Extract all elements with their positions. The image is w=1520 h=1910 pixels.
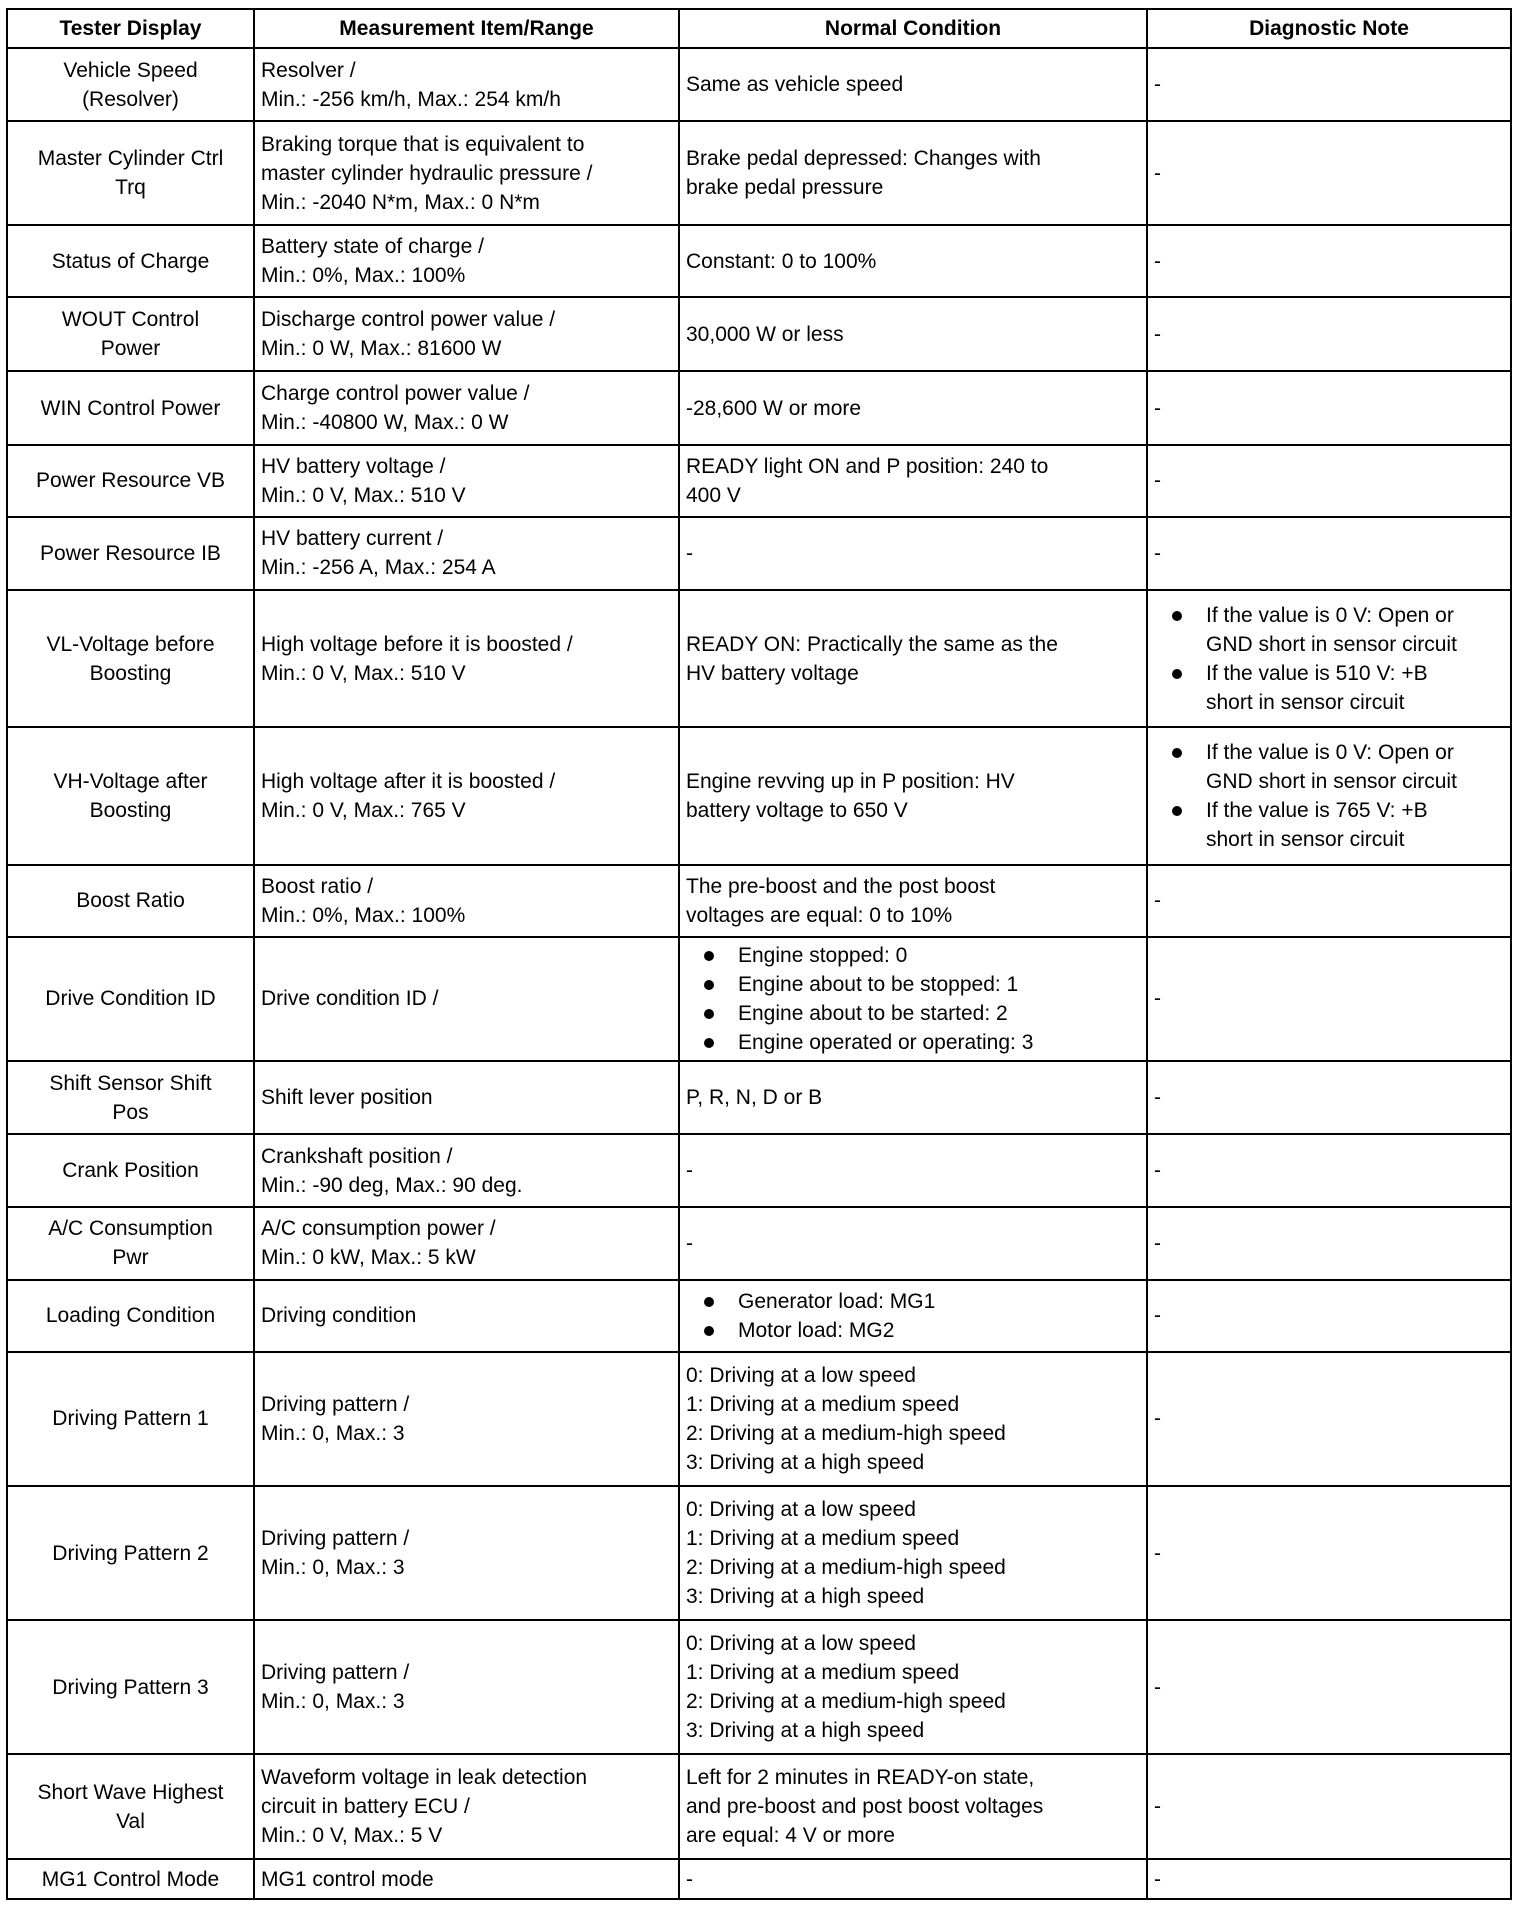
cell-line: Crankshaft position / — [261, 1144, 453, 1168]
table-row — [7, 865, 1511, 937]
bullet-item — [686, 1028, 1140, 1057]
tester-display-cell — [7, 1207, 254, 1279]
bullet-item-line: Engine about to be started: 2 — [738, 1001, 1008, 1025]
cell-line: and pre-boost and post boost voltages — [686, 1795, 1044, 1819]
cell-line: Driving Pattern 2 — [52, 1541, 209, 1565]
bullet-item — [1154, 738, 1504, 796]
bullet-item — [1154, 601, 1504, 659]
normal-condition-cell — [679, 297, 1147, 371]
cell-line: Min.: 0 V, Max.: 5 V — [261, 1824, 443, 1848]
normal-condition-cell — [679, 371, 1147, 444]
normal-condition-cell — [679, 1061, 1147, 1134]
measurement-range-cell — [254, 590, 679, 727]
cell-line: MG1 control mode — [261, 1867, 434, 1891]
cell-line: Battery state of charge / — [261, 235, 484, 259]
cell-line: Charge control power value / — [261, 382, 530, 405]
tester-display-cell — [7, 445, 254, 517]
cell-line: - — [1154, 322, 1161, 346]
table-row — [7, 1280, 1511, 1352]
bullet-item-line: Engine operated or operating: 3 — [738, 1030, 1034, 1054]
bullet-item-line: Engine stopped: 0 — [738, 943, 908, 967]
cell-line: Boosting — [89, 798, 172, 822]
normal-condition-cell — [679, 865, 1147, 937]
cell-line: - — [1154, 1407, 1161, 1431]
diagnostic-note-cell — [1147, 1486, 1511, 1620]
cell-line: - — [1154, 73, 1161, 97]
diagnostic-note-cell — [1147, 865, 1511, 937]
diagnostic-note-cell — [1147, 445, 1511, 517]
cell-line: Min.: -2040 N*m, Max.: 0 N*m — [261, 190, 540, 214]
cell-line: - — [1154, 1867, 1161, 1891]
diagnostic-note-cell — [1147, 1859, 1511, 1899]
cell-line: - — [1154, 1675, 1161, 1699]
table-header-row — [7, 9, 1511, 48]
cell-line: Min.: 0 V, Max.: 510 V — [261, 661, 466, 685]
header-normal-condition: Normal Condition — [679, 9, 1147, 48]
cell-line: 2: Driving at a medium-high speed — [686, 1690, 1006, 1714]
cell-line: Resolver / — [261, 58, 356, 82]
bullet-list — [686, 941, 1140, 1057]
header-diagnostic-note: Diagnostic Note — [1147, 9, 1511, 48]
cell-line: 1: Driving at a medium speed — [686, 1527, 960, 1551]
cell-line: The pre-boost and the post boost — [686, 874, 996, 898]
tester-display-cell — [7, 1061, 254, 1134]
bullet-item-line: If the value is 0 V: Open or — [1206, 740, 1454, 764]
normal-condition-cell — [679, 225, 1147, 297]
bullet-item-line: short in sensor circuit — [1206, 827, 1405, 851]
diagnostic-note-cell — [1147, 297, 1511, 371]
cell-line: 3: Driving at a high speed — [686, 1719, 925, 1743]
cell-line: Brake pedal depressed: Changes with — [686, 147, 1041, 171]
bullet-item — [1154, 659, 1504, 717]
measurement-range-cell — [254, 1486, 679, 1620]
table-row — [7, 1207, 1511, 1279]
cell-line: 0: Driving at a low speed — [686, 1498, 916, 1522]
table-row — [7, 1134, 1511, 1207]
measurement-range-cell — [254, 1859, 679, 1899]
bullet-list — [686, 1287, 1140, 1345]
normal-condition-cell — [679, 1352, 1147, 1486]
tester-display-cell — [7, 1280, 254, 1352]
tester-display-cell — [7, 225, 254, 297]
tester-display-cell — [7, 1620, 254, 1754]
cell-line: 1: Driving at a medium speed — [686, 1661, 960, 1685]
bullet-list — [1154, 601, 1504, 717]
cell-line: Driving Pattern 1 — [52, 1407, 209, 1431]
bullet-item — [686, 941, 1140, 970]
normal-condition-cell — [679, 1620, 1147, 1754]
measurement-range-cell — [254, 865, 679, 937]
table-row — [7, 1061, 1511, 1134]
bullet-item — [686, 999, 1140, 1028]
cell-line: HV battery voltage — [686, 661, 859, 685]
measurement-range-cell — [254, 48, 679, 121]
measurement-range-cell — [254, 371, 679, 444]
cell-line: Master Cylinder Ctrl — [37, 147, 224, 171]
bullet-item-line: Generator load: MG1 — [738, 1289, 936, 1313]
cell-line: Shift lever position — [261, 1086, 433, 1109]
bullet-item-line: If the value is 765 V: +B — [1206, 798, 1428, 822]
measurement-range-cell — [254, 225, 679, 297]
cell-line: 3: Driving at a high speed — [686, 1585, 925, 1609]
diagnostic-note-cell — [1147, 1134, 1511, 1207]
cell-line: Min.: 0, Max.: 3 — [261, 1421, 405, 1445]
cell-line: Driving pattern / — [261, 1661, 410, 1685]
cell-line: 1: Driving at a medium speed — [686, 1392, 960, 1416]
cell-line: Min.: 0 V, Max.: 510 V — [261, 483, 466, 507]
cell-line: Min.: 0 V, Max.: 765 V — [261, 798, 466, 822]
cell-line: - — [1154, 469, 1161, 493]
cell-line: Constant: 0 to 100% — [686, 249, 877, 273]
normal-condition-cell — [679, 48, 1147, 121]
tester-display-cell — [7, 1859, 254, 1899]
table-row — [7, 1754, 1511, 1859]
bullet-item-line: If the value is 510 V: +B — [1206, 661, 1428, 685]
cell-line: - — [1154, 396, 1161, 420]
measurement-range-cell — [254, 937, 679, 1061]
bullet-item-line: Motor load: MG2 — [738, 1318, 895, 1342]
diagnostic-note-cell — [1147, 1207, 1511, 1279]
cell-line: Pos — [112, 1100, 149, 1124]
table-row — [7, 445, 1511, 517]
tester-display-cell — [7, 1134, 254, 1207]
cell-line: - — [1154, 1086, 1161, 1109]
cell-line: Trq — [115, 176, 146, 200]
normal-condition-cell — [679, 445, 1147, 517]
bullet-item-line: GND short in sensor circuit — [1206, 632, 1457, 656]
normal-condition-cell — [679, 1754, 1147, 1859]
cell-line: VH-Voltage after — [53, 769, 208, 793]
bullet-item — [686, 970, 1140, 999]
tester-display-cell — [7, 937, 254, 1061]
cell-line: 30,000 W or less — [686, 322, 844, 346]
cell-line: Driving Pattern 3 — [52, 1675, 209, 1699]
cell-line: Driving pattern / — [261, 1392, 410, 1416]
table-row — [7, 371, 1511, 444]
measurement-range-cell — [254, 1352, 679, 1486]
cell-line: A/C consumption power / — [261, 1217, 496, 1241]
cell-line: Boost Ratio — [76, 889, 185, 913]
cell-line: Min.: -256 A, Max.: 254 A — [261, 556, 496, 580]
cell-line: Driving condition — [261, 1304, 417, 1328]
header-measurement-item: Measurement Item/Range — [254, 9, 679, 48]
bullet-list — [1154, 738, 1504, 854]
diagnostic-data-table — [6, 8, 1512, 1900]
table-row — [7, 1352, 1511, 1486]
cell-line: 400 V — [686, 483, 741, 507]
diagnostic-note-cell — [1147, 937, 1511, 1061]
cell-line: Val — [116, 1809, 145, 1833]
cell-line: HV battery voltage / — [261, 454, 446, 478]
tester-display-cell — [7, 48, 254, 121]
cell-line: 3: Driving at a high speed — [686, 1450, 925, 1474]
tester-display-cell — [7, 1486, 254, 1620]
cell-line: 0: Driving at a low speed — [686, 1363, 916, 1387]
cell-line: Min.: 0 W, Max.: 81600 W — [261, 337, 502, 361]
table-body — [7, 48, 1511, 1899]
bullet-item — [1154, 796, 1504, 854]
normal-condition-cell — [679, 1280, 1147, 1352]
bullet-item-line: Engine about to be stopped: 1 — [738, 972, 1019, 996]
tester-display-cell — [7, 590, 254, 727]
cell-line: Min.: 0, Max.: 3 — [261, 1690, 405, 1714]
cell-line: Same as vehicle speed — [686, 73, 904, 97]
cell-line: - — [1154, 249, 1161, 273]
measurement-range-cell — [254, 1061, 679, 1134]
cell-line: Min.: -40800 W, Max.: 0 W — [261, 411, 509, 434]
cell-line: Crank Position — [62, 1159, 199, 1183]
cell-line: circuit in battery ECU / — [261, 1795, 470, 1819]
cell-line: - — [1154, 1304, 1161, 1328]
normal-condition-cell — [679, 727, 1147, 864]
diagnostic-note-cell — [1147, 517, 1511, 590]
cell-line: (Resolver) — [82, 87, 179, 111]
cell-line: - — [1154, 987, 1161, 1011]
table-row — [7, 225, 1511, 297]
cell-line: READY ON: Practically the same as the — [686, 632, 1058, 656]
cell-line: battery voltage to 650 V — [686, 798, 908, 822]
cell-line: voltages are equal: 0 to 10% — [686, 903, 953, 927]
cell-line: Boosting — [89, 661, 172, 685]
measurement-range-cell — [254, 297, 679, 371]
cell-line: Braking torque that is equivalent to — [261, 132, 585, 156]
cell-line: 2: Driving at a medium-high speed — [686, 1556, 1006, 1580]
cell-line: MG1 Control Mode — [41, 1867, 220, 1891]
normal-condition-cell — [679, 1207, 1147, 1279]
diagnostic-note-cell — [1147, 1754, 1511, 1859]
cell-line: - — [686, 1867, 693, 1891]
cell-line: Min.: 0%, Max.: 100% — [261, 903, 466, 927]
cell-line: - — [1154, 541, 1161, 565]
bullet-item-line: short in sensor circuit — [1206, 690, 1405, 714]
cell-line: - — [1154, 889, 1161, 913]
diagnostic-note-cell — [1147, 121, 1511, 225]
cell-line: - — [1154, 1159, 1161, 1183]
cell-line: Status of Charge — [51, 249, 210, 273]
cell-line: - — [1154, 1541, 1161, 1565]
cell-line: - — [1154, 161, 1161, 185]
diagnostic-note-cell — [1147, 1061, 1511, 1134]
cell-line: Discharge control power value / — [261, 308, 556, 332]
cell-line: Power — [100, 337, 161, 361]
cell-line: Drive condition ID / — [261, 987, 439, 1011]
measurement-range-cell — [254, 727, 679, 864]
normal-condition-cell — [679, 937, 1147, 1061]
cell-line: VL-Voltage before — [46, 632, 215, 656]
cell-line: - — [1154, 1231, 1161, 1255]
measurement-range-cell — [254, 1207, 679, 1279]
tester-display-cell — [7, 371, 254, 444]
normal-condition-cell — [679, 1486, 1147, 1620]
bullet-item-line: GND short in sensor circuit — [1206, 769, 1457, 793]
normal-condition-cell — [679, 590, 1147, 727]
normal-condition-cell — [679, 517, 1147, 590]
cell-line: are equal: 4 V or more — [686, 1824, 895, 1848]
table-row — [7, 937, 1511, 1061]
table-row — [7, 121, 1511, 225]
normal-condition-cell — [679, 1134, 1147, 1207]
cell-line: Boost ratio / — [261, 874, 374, 898]
cell-line: 2: Driving at a medium-high speed — [686, 1421, 1006, 1445]
measurement-range-cell — [254, 517, 679, 590]
cell-line: A/C Consumption — [48, 1217, 213, 1241]
cell-line: - — [1154, 1795, 1161, 1819]
cell-line: Vehicle Speed — [63, 58, 198, 82]
measurement-range-cell — [254, 1134, 679, 1207]
table-row — [7, 297, 1511, 371]
cell-line: master cylinder hydraulic pressure / — [261, 161, 593, 185]
cell-line: High voltage before it is boosted / — [261, 632, 573, 656]
diagnostic-note-cell — [1147, 371, 1511, 444]
cell-line: Pwr — [112, 1246, 149, 1270]
tester-display-cell — [7, 297, 254, 371]
table-row — [7, 48, 1511, 121]
cell-line: Driving pattern / — [261, 1527, 410, 1551]
cell-line: P, R, N, D or B — [686, 1086, 823, 1109]
tester-display-cell — [7, 1352, 254, 1486]
table-row — [7, 727, 1511, 864]
cell-line: Min.: 0%, Max.: 100% — [261, 264, 466, 288]
measurement-range-cell — [254, 121, 679, 225]
cell-line: HV battery current / — [261, 527, 444, 551]
cell-line: High voltage after it is boosted / — [261, 769, 556, 793]
cell-line: WIN Control Power — [40, 396, 221, 420]
diagnostic-note-cell — [1147, 1352, 1511, 1486]
cell-line: Power Resource VB — [35, 469, 226, 493]
tester-display-cell — [7, 121, 254, 225]
cell-line: Power Resource IB — [40, 541, 221, 565]
diagnostic-note-cell — [1147, 225, 1511, 297]
header-tester-display: Tester Display — [7, 9, 254, 48]
bullet-item-line: If the value is 0 V: Open or — [1206, 603, 1454, 627]
diagnostic-note-cell — [1147, 1280, 1511, 1352]
cell-line: Drive Condition ID — [45, 987, 216, 1011]
measurement-range-cell — [254, 1754, 679, 1859]
cell-line: brake pedal pressure — [686, 176, 884, 200]
cell-line: Engine revving up in P position: HV — [686, 769, 1015, 793]
cell-line: - — [686, 1231, 693, 1255]
cell-line: -28,600 W or more — [686, 396, 862, 420]
tester-display-cell — [7, 727, 254, 864]
cell-line: Min.: 0 kW, Max.: 5 kW — [261, 1246, 476, 1270]
bullet-item — [686, 1287, 1140, 1316]
cell-line: Min.: -256 km/h, Max.: 254 km/h — [261, 87, 561, 111]
table-row — [7, 1486, 1511, 1620]
cell-line: 0: Driving at a low speed — [686, 1632, 916, 1656]
cell-line: Shift Sensor Shift — [49, 1071, 212, 1095]
cell-line: WOUT Control — [61, 308, 200, 332]
diagnostic-note-cell — [1147, 590, 1511, 727]
table-row — [7, 590, 1511, 727]
cell-line: READY light ON and P position: 240 to — [686, 454, 1049, 478]
tester-display-cell — [7, 865, 254, 937]
cell-line: - — [686, 1159, 693, 1183]
bullet-item — [686, 1316, 1140, 1345]
table-row — [7, 1859, 1511, 1899]
normal-condition-cell — [679, 121, 1147, 225]
cell-line: Min.: 0, Max.: 3 — [261, 1556, 405, 1580]
cell-line: - — [686, 541, 693, 565]
diagnostic-note-cell — [1147, 1620, 1511, 1754]
cell-line: Min.: -90 deg, Max.: 90 deg. — [261, 1173, 523, 1197]
cell-line: Waveform voltage in leak detection — [261, 1766, 588, 1790]
diagnostic-note-cell — [1147, 727, 1511, 864]
measurement-range-cell — [254, 445, 679, 517]
cell-line: Short Wave Highest — [37, 1780, 224, 1804]
tester-display-cell — [7, 1754, 254, 1859]
measurement-range-cell — [254, 1280, 679, 1352]
cell-line: Left for 2 minutes in READY-on state, — [686, 1766, 1035, 1790]
diagnostic-note-cell — [1147, 48, 1511, 121]
table-row — [7, 517, 1511, 590]
normal-condition-cell — [679, 1859, 1147, 1899]
cell-line: Loading Condition — [45, 1304, 216, 1328]
tester-display-cell — [7, 517, 254, 590]
table-row — [7, 1620, 1511, 1754]
measurement-range-cell — [254, 1620, 679, 1754]
